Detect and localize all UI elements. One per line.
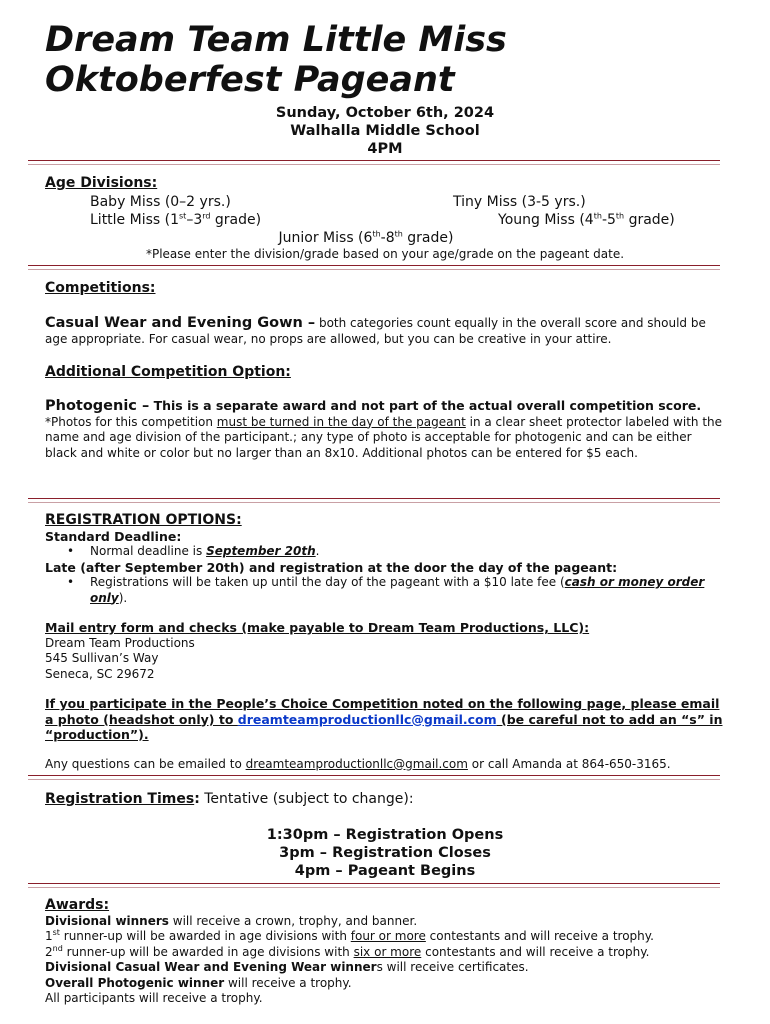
divider	[28, 775, 720, 780]
event-date: Sunday, October 6th, 2024	[275, 105, 495, 121]
competitions-heading: Competitions:	[45, 280, 156, 296]
award-participants: All participants will receive a trophy.	[45, 991, 263, 1005]
award-photogenic: Overall Photogenic winner will receive a trophy.	[45, 975, 352, 990]
address-line-2: 545 Sullivan’s Way	[45, 651, 159, 665]
division-tiny: Tiny Miss (3-5 yrs.)	[453, 194, 586, 210]
additional-heading: Additional Competition Option:	[45, 364, 291, 380]
award-divisional: Divisional winners will receive a crown, trophy, and banner.	[45, 913, 418, 928]
divider	[28, 498, 720, 503]
normal-deadline-item: • Normal deadline is September 20th.	[45, 544, 727, 560]
awards-section	[45, 898, 727, 1007]
time-registration-closes: 3pm – Registration Closes	[279, 845, 491, 861]
division-baby: Baby Miss (0–2 yrs.)	[90, 194, 231, 210]
registration-section	[45, 513, 727, 772]
page-title	[45, 20, 507, 100]
age-divisions-heading: Age Divisions:	[45, 175, 158, 191]
casual-wear-text: Casual Wear and Evening Gown – both categories count equally in the overall score and should be age appropriate. For casual wear, no props are allowed, but you can be creative in your attire.	[45, 315, 706, 346]
questions-email[interactable]: dreamteamproductionllc@gmail.com	[245, 756, 468, 771]
division-junior: Junior Miss (6th-8th grade)	[278, 229, 454, 246]
divider	[28, 160, 720, 165]
address-line-3: Seneca, SC 29672	[45, 666, 155, 681]
address-line-1: Dream Team Productions	[45, 635, 195, 650]
division-little: Little Miss (1st–3rd grade)	[90, 211, 262, 228]
competitions-section	[45, 280, 727, 461]
peoples-choice-note: If you participate in the People’s Choice Competition noted on the following page, please email a photo (headshot only) to dreamteamproductionllc@gmail.com (be careful not to add an “s” in “production”).	[45, 696, 723, 742]
late-registration-label: Late (after September 20th) and registration at the door the day of the pageant:	[45, 559, 618, 575]
event-header	[0, 104, 770, 158]
questions-line: Any questions can be emailed to dreamteamproductionllc@gmail.com or call Amanda at 864-650-3165.	[45, 756, 671, 771]
age-divisions-section	[45, 175, 725, 191]
registration-heading: REGISTRATION OPTIONS:	[45, 512, 242, 528]
mail-entry-heading: Mail entry form and checks (make payable to Dream Team Productions, LLC):	[45, 620, 590, 635]
event-venue: Walhalla Middle School	[290, 123, 480, 139]
time-pageant-begins: 4pm – Pageant Begins	[294, 863, 476, 879]
event-time: 4PM	[367, 141, 403, 157]
times-list	[0, 826, 770, 880]
photogenic-text: *Photos for this competition must be turned in the day of the pageant in a clear sheet protector labeled with the name and age division of the participant.; any type of photo is acceptable for photogenic and can be either black and white or color but no larger than an 8x10. Additional photos can be entered for $5 each.	[45, 414, 723, 460]
award-first-runner-up: 1st runner-up will be awarded in age divisions with four or more contestants and will receive a trophy.	[45, 928, 654, 943]
award-casual-evening: Divisional Casual Wear and Evening Wear winners will receive certificates.	[45, 960, 529, 974]
standard-deadline-label: Standard Deadline:	[45, 528, 182, 544]
time-registration-opens: 1:30pm – Registration Opens	[266, 827, 504, 843]
photogenic-title-line: Photogenic – This is a separate award and not part of the actual overall competition score.	[45, 398, 702, 414]
awards-heading: Awards:	[45, 897, 110, 913]
title-line-1: Dream Team Little Miss	[45, 20, 507, 60]
divider	[28, 883, 720, 888]
registration-times-line: Registration Times: Tentative (subject to change):	[45, 791, 414, 807]
award-second-runner-up: 2nd runner-up will be awarded in age divisions with six or more contestants and will receive a trophy.	[45, 943, 650, 959]
divider	[28, 265, 720, 270]
division-note: *Please enter the division/grade based on your age/grade on the pageant date.	[145, 247, 625, 261]
peoples-choice-email-link[interactable]: dreamteamproductionllc@gmail.com	[237, 711, 497, 727]
division-young: Young Miss (4th-5th grade)	[498, 211, 675, 228]
title-line-2: Oktoberfest Pageant	[45, 60, 455, 100]
late-fee-item: • Registrations will be taken up until the day of the pageant with a $10 late fee (cash or money order only).	[45, 575, 727, 606]
registration-times-heading: Registration Times	[45, 791, 195, 807]
